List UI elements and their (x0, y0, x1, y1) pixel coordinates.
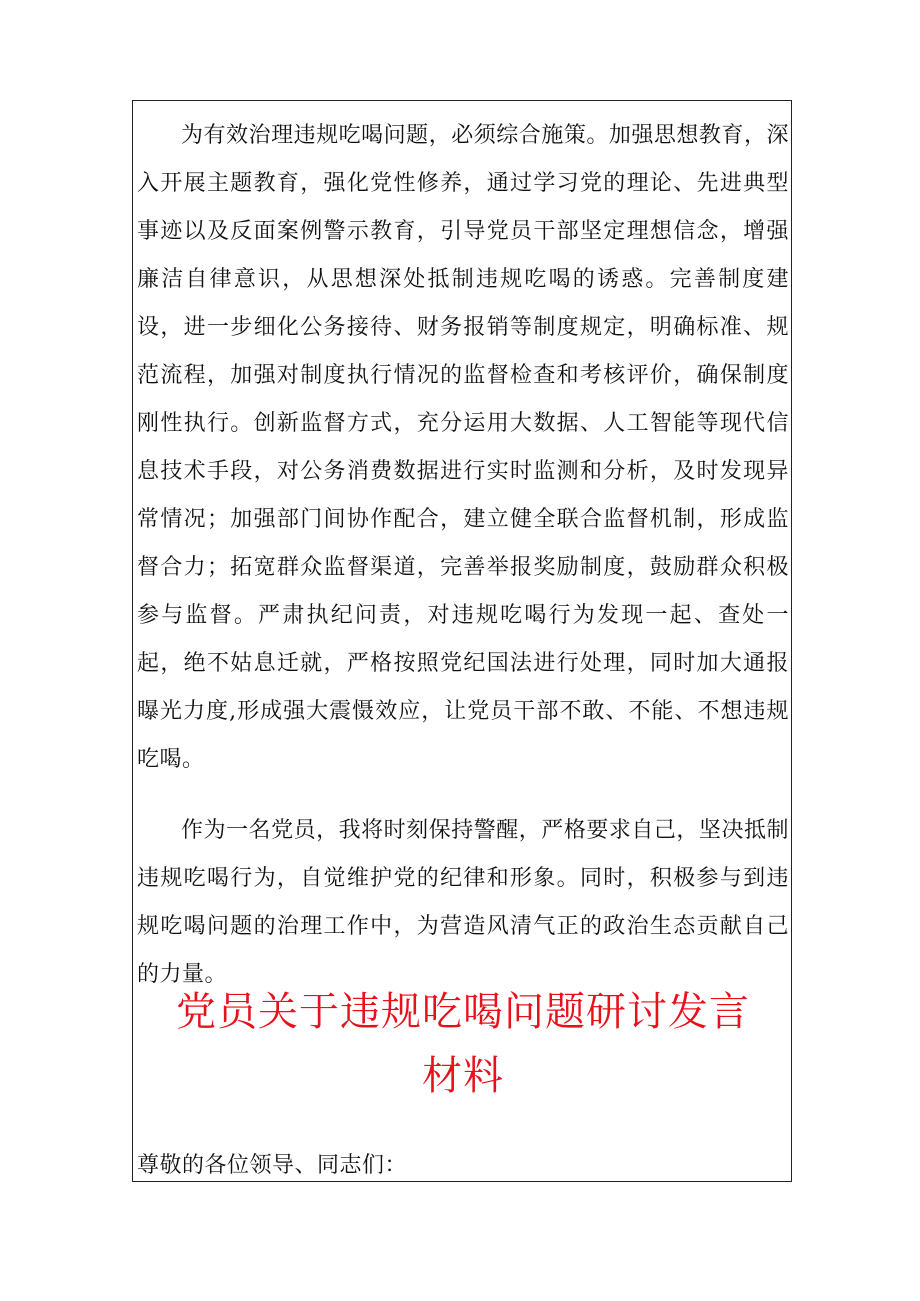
document-title-line-1: 党员关于违规吃喝问题研讨发言 (176, 989, 750, 1035)
paragraph-governance-measures: 为有效治理违规吃喝问题，必须综合施策。加强思想教育，深入开展主题教育，强化党性修养，通过学习党的理论、先进典型事迹以及反面案例警示教育，引导党员干部坚定理想信念，增强廉洁自律意识，从思想深处抵制违规吃喝的诱惑。完善制度建设，进一步细化公务接待、财务报销等制度规定，明确标准、规范流程，加强对制度执行情况的监督检查和考核评价，确保制度刚性执行。创新监督方式，充分运用大数据、人工智能等现代信息技术手段，对公务消费数据进行实时监测和分析，及时发现异常情况；加强部门间协作配合，建立健全联合监督机制，形成监督合力；拓宽群众监督渠道，完善举报奖励制度，鼓励群众积极参与监督。严肃执纪问责，对违规吃喝行为发现一起、查处一起，绝不姑息迁就，严格按照党纪国法进行处理，同时加大通报曝光力度,形成强大震慑效应，让党员干部不敢、不能、不想违规吃喝。 (137, 123, 789, 772)
document-body (137, 112, 789, 999)
paragraph-personal-commitment: 作为一名党员，我将时刻保持警醒，严格要求自己，坚决抵制违规吃喝行为，自觉维护党的纪律和形象。同时，积极参与到违规吃喝问题的治理工作中，为营造风清气正的政治生态贡献自己的力量。 (137, 818, 789, 987)
document-title-line-2: 材料 (422, 1053, 504, 1099)
salutation: 尊敬的各位领导、同志们： (137, 1153, 408, 1178)
document-title (137, 980, 789, 1108)
